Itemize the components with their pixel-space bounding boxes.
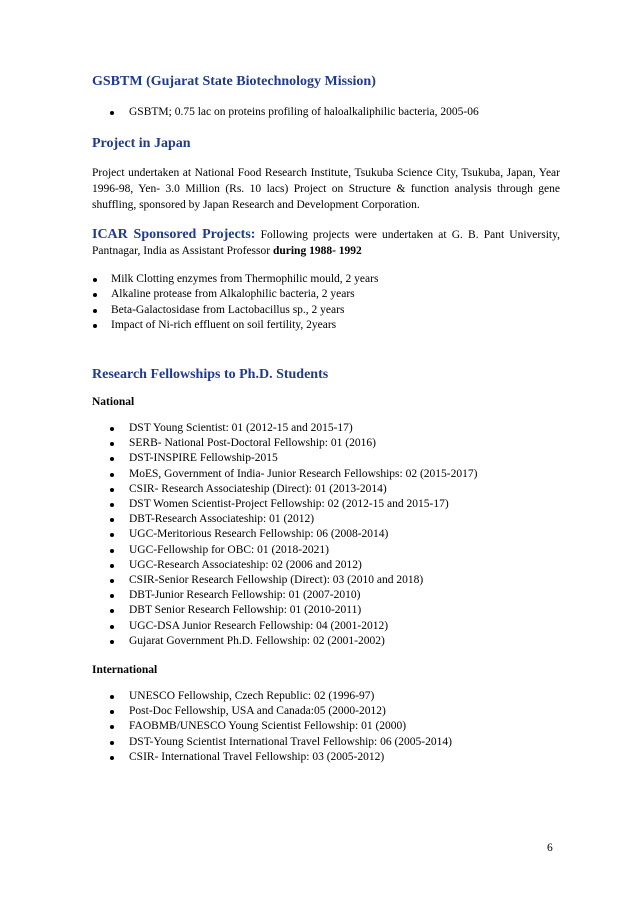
international-label: International — [92, 664, 158, 677]
list-item: DST Women Scientist-Project Fellowship: 02 (2012-15 and 2015-17) — [92, 497, 560, 512]
list-item: UGC-Fellowship for OBC: 01 (2018-2021) — [92, 543, 560, 558]
list-item: Impact of Ni-rich effluent on soil fertility, 2years — [92, 318, 560, 333]
list-item: UNESCO Fellowship, Czech Republic: 02 (1996-97) — [92, 689, 560, 704]
list-item: DST Young Scientist: 01 (2012-15 and 2015-17) — [92, 421, 560, 436]
list-item: UGC-Research Associateship: 02 (2006 and 2012) — [92, 558, 560, 573]
list-item: Gujarat Government Ph.D. Fellowship: 02 (2001-2002) — [92, 634, 560, 649]
list-item: FAOBMB/UNESCO Young Scientist Fellowship: 01 (2000) — [92, 719, 560, 734]
list-item: Post-Doc Fellowship, USA and Canada:05 (2000-2012) — [92, 704, 560, 719]
list-item: UGC-Meritorious Research Fellowship: 06 (2008-2014) — [92, 527, 560, 542]
list-item: MoES, Government of India- Junior Research Fellowships: 02 (2015-2017) — [92, 467, 560, 482]
list-item: DBT-Research Associateship: 01 (2012) — [92, 512, 560, 527]
icar-period: during 1988- 1992 — [272, 245, 362, 258]
list-item: DST-Young Scientist International Travel Fellowship: 06 (2005-2014) — [92, 735, 560, 750]
list-item: DST-INSPIRE Fellowship-2015 — [92, 451, 560, 466]
icar-heading: ICAR Sponsored Projects: — [92, 227, 256, 243]
list-item: DBT Senior Research Fellowship: 01 (2010-2011) — [92, 603, 560, 618]
icar-paragraph — [92, 227, 560, 259]
list-item: SERB- National Post-Doctoral Fellowship: 01 (2016) — [92, 436, 560, 451]
list-item: Alkaline protease from Alkalophilic bacteria, 2 years — [92, 287, 560, 302]
list-item: Milk Clotting enzymes from Thermophilic mould, 2 years — [92, 272, 560, 287]
list-item: UGC-DSA Junior Research Fellowship: 04 (2001-2012) — [92, 619, 560, 634]
icar-list — [92, 272, 560, 333]
national-label: National — [92, 396, 135, 409]
gsbtm-list — [92, 105, 560, 120]
list-item: CSIR- Research Associateship (Direct): 01 (2013-2014) — [92, 482, 560, 497]
list-item: CSIR-Senior Research Fellowship (Direct): 03 (2010 and 2018) — [92, 573, 560, 588]
icar-intro: Following projects were undertaken at G. B. Pant University, Pantnagar, India as Assistant Professor — [92, 229, 560, 258]
national-list — [92, 421, 560, 649]
list-item: Beta-Galactosidase from Lactobacillus sp., 2 years — [92, 303, 560, 318]
page-content — [92, 73, 560, 765]
list-item: GSBTM; 0.75 lac on proteins profiling of haloalkaliphilic bacteria, 2005-06 — [92, 105, 560, 120]
list-item: DBT-Junior Research Fellowship: 01 (2007-2010) — [92, 588, 560, 603]
page-number: 6 — [547, 842, 553, 854]
japan-paragraph: Project undertaken at National Food Research Institute, Tsukuba Science City, Tsukuba, Japan, Year 1996-98, Yen- 3.0 Million (Rs. 10 lacs) Project on Structure & function analysis through gene shuffling, sponsored by Japan Research and Development Corporation. — [92, 167, 560, 212]
gsbtm-heading: GSBTM (Gujarat State Biotechnology Mission) — [92, 74, 376, 89]
fellowships-heading: Research Fellowships to Ph.D. Students — [92, 367, 329, 383]
japan-heading: Project in Japan — [92, 136, 191, 152]
international-list — [92, 689, 560, 765]
list-item: CSIR- International Travel Fellowship: 03 (2005-2012) — [92, 750, 560, 765]
